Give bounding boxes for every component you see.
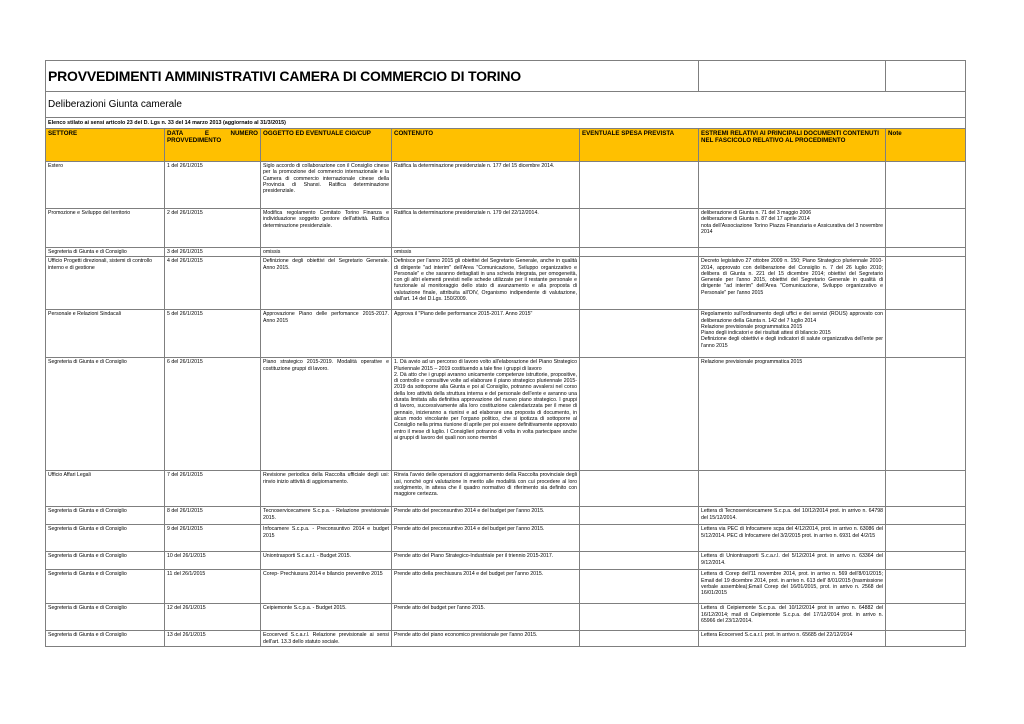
cell-contenuto: Prende atto del preconsuntivo 2014 e del budget per l'anno 2015.	[392, 525, 580, 552]
cell-note	[886, 248, 966, 257]
cell-note	[886, 471, 966, 507]
cell-contenuto: Approva il "Piano delle performance 2015-2017. Anno 2015"	[392, 310, 580, 358]
legal-note: Elenco stilato ai sensi articolo 23 del D. Lgs n. 33 del 14 marzo 2013 (aggiornato al 31/3/2015)	[46, 118, 966, 129]
cell-estremi	[699, 248, 886, 257]
cell-note	[886, 525, 966, 552]
header-spesa: EVENTUALE SPESA PREVISTA	[580, 129, 699, 162]
table-row	[46, 570, 966, 604]
table-row	[46, 507, 966, 525]
page-title: PROVVEDIMENTI AMMINISTRATIVI CAMERA DI COMMERCIO DI TORINO	[48, 68, 521, 84]
table-row	[46, 604, 966, 631]
cell-note	[886, 358, 966, 471]
cell-estremi: Lettera via PEC di Infocamere scpa del 4/12/2014, prot. in arrivo n. 63086 del 5/12/2014. PEC di Infocamere del 3/2/2015 prot. in arrivo n. 6931 del 4/2/15	[699, 525, 886, 552]
cell-data: 7 del 26/1/2015	[165, 471, 261, 507]
cell-oggetto: Piano strategico 2015-2019. Modalità operative e costituzione gruppi di lavoro.	[261, 358, 392, 471]
spreadsheet-sheet	[45, 60, 965, 647]
provvedimenti-table	[45, 60, 966, 647]
cell-oggetto: Infocamere S.c.p.a. - Preconsuntivo 2014 e budget 2015	[261, 525, 392, 552]
cell-settore: Segreteria di Giunta e di Consiglio	[46, 552, 165, 570]
cell-data: 6 del 26/1/2015	[165, 358, 261, 471]
cell-data: 13 del 26/1/2015	[165, 631, 261, 647]
header-data-provvedimento: PROVVEDIMENTO	[167, 137, 222, 145]
header-data-word: DATA	[167, 130, 184, 137]
cell-oggetto: Uniontrasporti S.c.a.r.l. - Budget 2015.	[261, 552, 392, 570]
cell-estremi: Decreto legislativo 27 ottobre 2009 n. 150; Piano Strategico pluriennale 2010-2014, approvato con deliberazione del Consiglio n. 7 del 26 luglio 2010; delibera di Giunta n. 221 del 15 dicembre 2014; obiettivi del Segretario Generale per l'anno 2015, obiettivi del Segretario Generale in qualità di dirigente "ad interim" dell'Area "Comunicazione, Sviluppo organizzativo e Personale" per l'anno 2015	[699, 257, 886, 310]
table-row	[46, 525, 966, 552]
cell-contenuto: 1. Dà avvio ad un percorso di lavoro volto all'elaborazione del Piano Strategico Pluriennale 2015 – 2019 costituendo a tale fine i gruppi di lavoro 2. Dà atto che i gruppi avranno unicamente competenze istruttorie, propositive, di controllo e consultive volte ad elaborare il piano strategico pluriennale 2015-2019 da sottoporre alla Giunta e poi al Consiglio, potranno avvalersi nel corso della loro attività della struttura interna e del personale dell'ente e avranno una durata limitata alla definitiva approvazione del nuovo piano strategico. I gruppi di lavoro, successivamente alla loro costituzione calendarizzata per il mese di gennaio, inizieranno a riunirsi e ad elaborare una proposta di documento, in alcun modo vincolante per l'organo politico, che si ipotizza di sottoporre al Consiglio nella prima riunione di aprile per poi essere definitivamente approvato entro il mese di luglio. I Consiglieri potranno di volta in volta partecipare anche ai gruppi di lavoro dei quali non sono membri	[392, 358, 580, 471]
table-row	[46, 209, 966, 248]
cell-settore: Segreteria di Giunta e di Consiglio	[46, 358, 165, 471]
cell-settore: Personale e Relazioni Sindacali	[46, 310, 165, 358]
cell-estremi: deliberazione di Giunta n. 71 del 3 maggio 2006 deliberazione di Giunta n. 87 del 17 aprile 2014 nota dell'Associazione Torino Piazza Finanziaria e Assicurativa del 3 novembre 2014	[699, 209, 886, 248]
cell-oggetto: Approvazione Piano delle perfomance 2015-2017. Anno 2015	[261, 310, 392, 358]
cell-settore: Segreteria di Giunta e di Consiglio	[46, 604, 165, 631]
cell-note	[886, 570, 966, 604]
cell-estremi: Relazione previsionale programmatica 2015	[699, 358, 886, 471]
cell-estremi: Lettera di Tecnoservicecamere S.c.p.a. del 10/12/2014 prot. in arrivo n. 64798 del 15/12/2014.	[699, 507, 886, 525]
cell-settore: Promozione e Sviluppo del territorio	[46, 209, 165, 248]
cell-data: 10 del 26/1/2015	[165, 552, 261, 570]
table-row	[46, 358, 966, 471]
title-row	[46, 61, 966, 92]
header-note: Note	[886, 129, 966, 162]
table-row	[46, 257, 966, 310]
cell-contenuto: Ratifica la determinazione presidenziale n. 177 del 15 dicembre 2014.	[392, 162, 580, 209]
title-empty-cell	[699, 61, 886, 92]
table-row	[46, 248, 966, 257]
cell-settore: Segreteria di Giunta e di Consiglio	[46, 570, 165, 604]
cell-settore: Segreteria di Giunta e di Consiglio	[46, 248, 165, 257]
cell-note	[886, 310, 966, 358]
cell-spesa	[580, 552, 699, 570]
cell-spesa	[580, 248, 699, 257]
cell-spesa	[580, 471, 699, 507]
cell-estremi	[699, 162, 886, 209]
cell-spesa	[580, 604, 699, 631]
cell-spesa	[580, 631, 699, 647]
table-row	[46, 631, 966, 647]
cell-spesa	[580, 358, 699, 471]
cell-oggetto: Siglo accordo di collaborazione con il Consiglio cinese per la promozione del commercio internazionale e la Camera di commercio internazionale cinese della Provincia di Shanxi. Ratifica determinazione presidenziale.	[261, 162, 392, 209]
cell-oggetto: Revisione periodica della Raccolta ufficiale degli usi: rinvio inizio attività di aggiornamento.	[261, 471, 392, 507]
cell-contenuto: omissis	[392, 248, 580, 257]
cell-contenuto: Ratifica la determinazione presidenziale n. 179 del 22/12/2014.	[392, 209, 580, 248]
cell-contenuto: Prende atto della prechiusura 2014 e del budget per l'anno 2015.	[392, 570, 580, 604]
cell-note	[886, 257, 966, 310]
subtitle: Deliberazioni Giunta camerale	[48, 98, 182, 110]
table-row	[46, 310, 966, 358]
cell-data: 2 del 26/1/2015	[165, 209, 261, 248]
cell-note	[886, 507, 966, 525]
cell-settore: Ufficio Affari Legali	[46, 471, 165, 507]
cell-estremi: Regolamento sull'ordinamento degli uffici e dei servizi (ROUS) approvato con deliberazione della Giunta n. 142 del 7 luglio 2014 Relazione previsionale programmatica 2015 Piano degli indicatori e dei risultati attesi di bilancio 2015 Definizione degli obiettivi e degli indicatori di salute organizzativa dell'ente per l'anno 2015	[699, 310, 886, 358]
cell-data: 12 del 26/1/2015	[165, 604, 261, 631]
cell-oggetto: Corep- Prechiusura 2014 e bilancio preventivo 2015	[261, 570, 392, 604]
cell-settore: Segreteria di Giunta e di Consiglio	[46, 525, 165, 552]
cell-spesa	[580, 310, 699, 358]
cell-data: 8 del 26/1/2015	[165, 507, 261, 525]
cell-estremi: Lettera Ecocerved S.c.a.r.l. prot. in arrivo n. 65685 del 22/12/2014	[699, 631, 886, 647]
cell-data: 3 del 26/1/2015	[165, 248, 261, 257]
header-estremi: ESTREMI RELATIVI AI PRINCIPALI DOCUMENTI CONTENUTI NEL FASCICOLO RELATIVO AL PROCEDIMENTO	[699, 129, 886, 162]
cell-spesa	[580, 507, 699, 525]
cell-data: 1 del 26/1/2015	[165, 162, 261, 209]
cell-oggetto: omissis	[261, 248, 392, 257]
cell-oggetto: Tecnoservicecamere S.c.p.a. - Relazione previsionale 2015.	[261, 507, 392, 525]
cell-data: 5 del 26/1/2015	[165, 310, 261, 358]
cell-data: 9 del 26/1/2015	[165, 525, 261, 552]
cell-settore: Ufficio Progetti direzionali, sistemi di controllo interno e di gestione	[46, 257, 165, 310]
table-row	[46, 471, 966, 507]
table-row	[46, 162, 966, 209]
cell-note	[886, 631, 966, 647]
cell-data: 4 del 26/1/2015	[165, 257, 261, 310]
cell-spesa	[580, 257, 699, 310]
header-contenuto: CONTENUTO	[392, 129, 580, 162]
cell-contenuto: Definisce per l'anno 2015 gli obiettivi del Segretario Generale, anche in qualità di dirigente "ad interim" dell'Area "Comunicazione, Sviluppo organizzativo e Personale" e che saranno dettagliati in una scheda integrata, per omogeneità, con gli altri elementi previsti nelle schede utilizzate per il restante personale e funzionale al monitoraggio dello stato di avanzamento e alla proposta di valutazione finale, attribuita all'OIV, Organismo indipendente di valutazione, dall'art. 14 del D.Lgs. 150/2009.	[392, 257, 580, 310]
cell-note	[886, 162, 966, 209]
cell-note	[886, 209, 966, 248]
header-settore: SETTORE	[46, 129, 165, 162]
cell-settore: Estero	[46, 162, 165, 209]
cell-estremi: Lettera di Corep dell'11 novembre 2014, prot. in arrivo n. 569 dell'8/01/2015; Email del 19 dicembre 2014, prot. in arrivo n. 613 dell' 8/01/2015 (trasmissione verbale assemblea);Email Corep del 16/01/2015, prot. in arrivo n. 2568 del 16/01/2015	[699, 570, 886, 604]
header-row	[46, 129, 966, 162]
cell-oggetto: Ecocerved S.c.a.r.l. Relazione previsionale ai sensi dell'art. 13.3 dello statuto sociale.	[261, 631, 392, 647]
header-data	[165, 129, 261, 162]
cell-note	[886, 552, 966, 570]
cell-oggetto: Modifica regolamento Comitato Torino Finanza e individuazione soggetto gestore dell'attività. Ratifica determinazione presidenziale.	[261, 209, 392, 248]
cell-estremi: Lettera di Uniontrasporti S.c.a.r.l. del 5/12/2014 prot. in arrivo n. 63364 del 9/12/2014.	[699, 552, 886, 570]
cell-oggetto: Definizione degli obiettivi del Segretario Generale. Anno 2015.	[261, 257, 392, 310]
cell-oggetto: Ceipiemonte S.c.p.a. - Budget 2015.	[261, 604, 392, 631]
cell-spesa	[580, 525, 699, 552]
header-oggetto: OGGETTO ED EVENTUALE CIG/CUP	[261, 129, 392, 162]
cell-settore: Segreteria di Giunta e di Consiglio	[46, 507, 165, 525]
cell-note	[886, 604, 966, 631]
rows-body	[46, 162, 966, 647]
header-data-conj: E	[204, 130, 209, 137]
subtitle-row	[46, 92, 966, 118]
table-row	[46, 552, 966, 570]
cell-settore: Segreteria di Giunta e di Consiglio	[46, 631, 165, 647]
title-empty-cell	[886, 61, 966, 92]
cell-spesa	[580, 570, 699, 604]
cell-contenuto: Prende atto del preconsuntivo 2014 e del budget per l'anno 2015.	[392, 507, 580, 525]
note-row	[46, 118, 966, 129]
cell-estremi	[699, 471, 886, 507]
cell-spesa	[580, 162, 699, 209]
cell-contenuto: Prende atto del budget per l'anno 2015.	[392, 604, 580, 631]
cell-contenuto: Prende atto del piano economico previsionale per l'anno 2015.	[392, 631, 580, 647]
cell-data: 11 del 26/1/2015	[165, 570, 261, 604]
cell-contenuto: Prende atto del Piano Strategico-Industriale per il triennio 2015-2017.	[392, 552, 580, 570]
cell-contenuto: Rinvia l'avvio delle operazioni di aggiornamento della Raccolta provinciale degli usi, nonché ogni valutazione in merito alle modalità con cui procedere al loro svolgimento, in attesa che il quadro normativo di riferimento sia definito con maggiore certezza.	[392, 471, 580, 507]
cell-estremi: Lettera di Ceipiemonte S.c.p.a. del 10/12/2014 prot in arrivo n. 64882 del 16/12/2014; mail di Ceipiemonte S.c.p.a. del 17/12/2014 prot. in arrivo n. 65966 del 23/12/2014.	[699, 604, 886, 631]
header-data-numero: NUMERO	[230, 130, 258, 137]
cell-spesa	[580, 209, 699, 248]
